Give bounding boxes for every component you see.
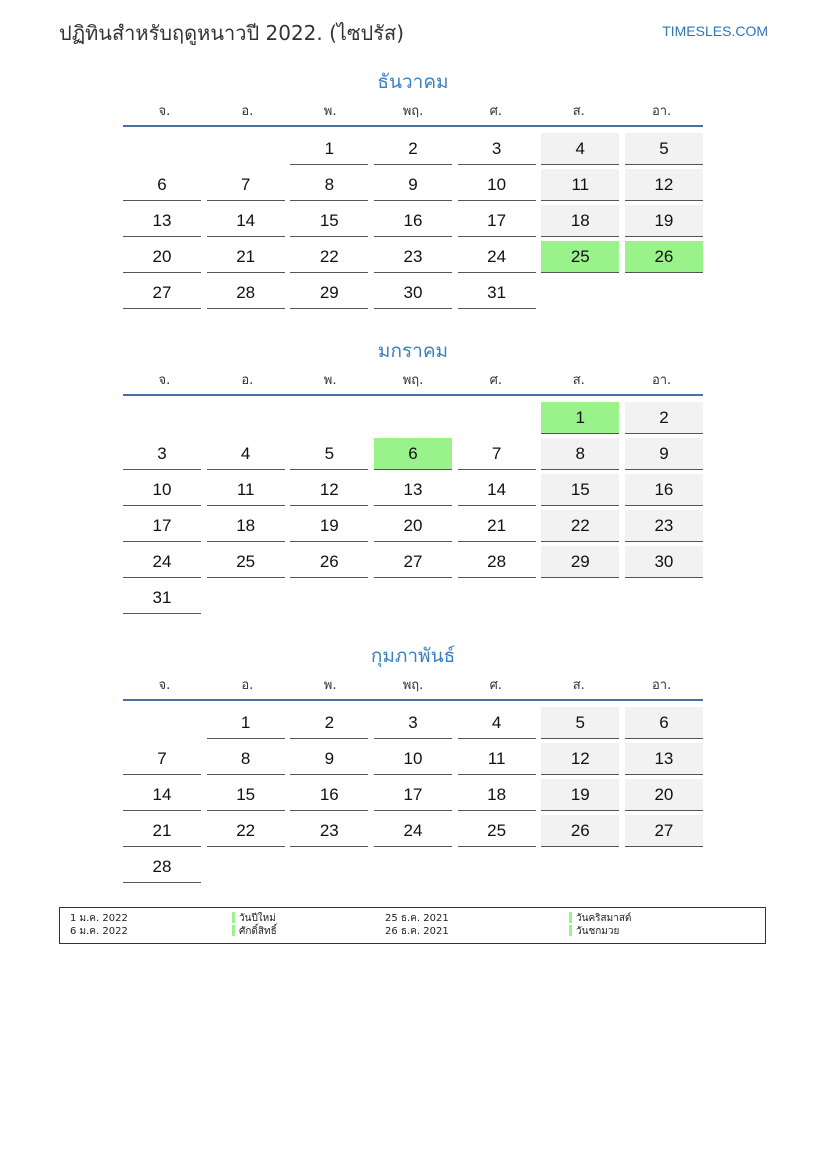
day-cell: 24 [458, 241, 536, 273]
day-cell: 11 [541, 169, 619, 201]
day-cell: 17 [458, 205, 536, 237]
legend-holiday [232, 912, 276, 925]
day-cell: 18 [458, 779, 536, 811]
empty-cell [207, 402, 285, 434]
month-title: กุมภาพันธ์ [370, 645, 456, 667]
day-cell: 16 [625, 474, 703, 506]
month-title: มกราคม [377, 340, 449, 362]
day-cell: 7 [207, 169, 285, 201]
holiday-day-cell: 26 [625, 241, 703, 273]
day-cell: 19 [290, 510, 368, 542]
legend-date: 6 ม.ค. 2022 [70, 926, 128, 937]
legend-holiday-name: วันชกมวย [576, 926, 620, 937]
day-cell: 2 [625, 402, 703, 434]
day-cell: 8 [290, 169, 368, 201]
holiday-color-marker [569, 925, 572, 936]
day-cell: 1 [290, 133, 368, 165]
brand-link[interactable]: TIMESLES.COM [662, 23, 768, 39]
page-title: ปฏิทินสำหรับฤดูหนาวปี 2022. (ไซปรัส) [59, 21, 404, 45]
day-cell: 30 [374, 277, 452, 309]
day-cell: 10 [458, 169, 536, 201]
day-cell: 28 [123, 851, 201, 883]
day-cell: 9 [290, 743, 368, 775]
day-cell: 5 [290, 438, 368, 470]
day-cell: 4 [207, 438, 285, 470]
day-cell: 14 [458, 474, 536, 506]
empty-cell [207, 133, 285, 165]
day-cell: 4 [458, 707, 536, 739]
weekday-label: พฤ. [402, 373, 424, 388]
day-cell: 15 [290, 205, 368, 237]
day-cell: 14 [123, 779, 201, 811]
day-cell: 15 [541, 474, 619, 506]
day-cell: 21 [123, 815, 201, 847]
day-cell: 27 [625, 815, 703, 847]
weekday-label: อ. [241, 678, 254, 693]
month-february [123, 641, 703, 883]
empty-cell [374, 402, 452, 434]
day-cell: 31 [458, 277, 536, 309]
day-cell: 4 [541, 133, 619, 165]
weekday-label: อ. [241, 104, 254, 119]
day-cell: 5 [541, 707, 619, 739]
day-cell: 27 [123, 277, 201, 309]
empty-cell [290, 402, 368, 434]
day-cell: 26 [290, 546, 368, 578]
weekday-label: จ. [158, 678, 171, 693]
day-cell: 18 [541, 205, 619, 237]
weekday-label: พ. [323, 678, 337, 693]
day-cell: 15 [207, 779, 285, 811]
holiday-color-marker [232, 925, 235, 936]
weekday-header [123, 677, 703, 701]
holiday-color-marker [569, 912, 572, 923]
weekday-label: พ. [323, 373, 337, 388]
day-cell: 6 [123, 169, 201, 201]
day-cell: 30 [625, 546, 703, 578]
day-cell: 19 [541, 779, 619, 811]
day-cell: 7 [123, 743, 201, 775]
day-cell: 20 [123, 241, 201, 273]
weekday-label: อา. [651, 678, 672, 693]
day-cell: 21 [458, 510, 536, 542]
holiday-color-marker [232, 912, 235, 923]
day-cell: 10 [374, 743, 452, 775]
day-cell: 22 [541, 510, 619, 542]
day-cell: 31 [123, 582, 201, 614]
day-cell: 13 [123, 205, 201, 237]
day-cell: 23 [625, 510, 703, 542]
day-cell: 16 [374, 205, 452, 237]
day-cell: 22 [290, 241, 368, 273]
day-cell: 11 [458, 743, 536, 775]
weekday-label: พ. [323, 104, 337, 119]
weekday-header [123, 103, 703, 127]
day-grid [123, 402, 703, 614]
day-cell: 16 [290, 779, 368, 811]
day-cell: 29 [541, 546, 619, 578]
holiday-day-cell: 1 [541, 402, 619, 434]
weekday-label: ศ. [489, 678, 503, 693]
day-cell: 29 [290, 277, 368, 309]
weekday-label: พฤ. [402, 678, 424, 693]
day-cell: 23 [374, 241, 452, 273]
day-cell: 9 [625, 438, 703, 470]
weekday-label: จ. [158, 373, 171, 388]
day-grid [123, 707, 703, 883]
legend-holiday [232, 925, 277, 938]
day-cell: 13 [374, 474, 452, 506]
day-cell: 8 [541, 438, 619, 470]
day-cell: 3 [374, 707, 452, 739]
empty-cell [458, 402, 536, 434]
day-cell: 7 [458, 438, 536, 470]
weekday-label: อ. [241, 373, 254, 388]
weekday-label: ส. [572, 373, 585, 388]
day-cell: 14 [207, 205, 285, 237]
day-cell: 5 [625, 133, 703, 165]
day-cell: 2 [290, 707, 368, 739]
legend-holiday-name: วันปีใหม่ [239, 913, 276, 924]
weekday-label: ศ. [489, 104, 503, 119]
day-cell: 9 [374, 169, 452, 201]
day-cell: 6 [625, 707, 703, 739]
month-december [123, 67, 703, 309]
day-cell: 12 [541, 743, 619, 775]
day-cell: 24 [374, 815, 452, 847]
day-cell: 25 [458, 815, 536, 847]
day-cell: 12 [625, 169, 703, 201]
day-cell: 26 [541, 815, 619, 847]
day-cell: 25 [207, 546, 285, 578]
day-grid [123, 133, 703, 309]
day-cell: 1 [207, 707, 285, 739]
weekday-header [123, 372, 703, 396]
legend-holiday-name: ศักดิ์สิทธิ์ [239, 926, 277, 937]
day-cell: 23 [290, 815, 368, 847]
legend-date: 25 ธ.ค. 2021 [385, 913, 449, 924]
empty-cell [123, 402, 201, 434]
month-title: ธันวาคม [377, 71, 449, 93]
weekday-label: อา. [651, 373, 672, 388]
weekday-label: อา. [651, 104, 672, 119]
day-cell: 20 [374, 510, 452, 542]
holiday-legend [59, 907, 766, 944]
weekday-label: ศ. [489, 373, 503, 388]
day-cell: 3 [458, 133, 536, 165]
day-cell: 18 [207, 510, 285, 542]
day-cell: 13 [625, 743, 703, 775]
weekday-label: ส. [572, 678, 585, 693]
holiday-day-cell: 6 [374, 438, 452, 470]
holiday-day-cell: 25 [541, 241, 619, 273]
day-cell: 22 [207, 815, 285, 847]
day-cell: 28 [458, 546, 536, 578]
day-cell: 8 [207, 743, 285, 775]
day-cell: 19 [625, 205, 703, 237]
day-cell: 3 [123, 438, 201, 470]
empty-cell [123, 707, 201, 739]
legend-date: 1 ม.ค. 2022 [70, 913, 128, 924]
legend-holiday [569, 925, 619, 938]
day-cell: 28 [207, 277, 285, 309]
legend-holiday-name: วันคริสมาสต์ [576, 913, 632, 924]
legend-holiday [569, 912, 631, 925]
day-cell: 24 [123, 546, 201, 578]
day-cell: 17 [374, 779, 452, 811]
day-cell: 21 [207, 241, 285, 273]
month-january [123, 336, 703, 614]
day-cell: 2 [374, 133, 452, 165]
day-cell: 27 [374, 546, 452, 578]
day-cell: 17 [123, 510, 201, 542]
day-cell: 12 [290, 474, 368, 506]
empty-cell [123, 133, 201, 165]
day-cell: 10 [123, 474, 201, 506]
day-cell: 20 [625, 779, 703, 811]
weekday-label: จ. [158, 104, 171, 119]
weekday-label: ส. [572, 104, 585, 119]
day-cell: 11 [207, 474, 285, 506]
legend-date: 26 ธ.ค. 2021 [385, 926, 449, 937]
weekday-label: พฤ. [402, 104, 424, 119]
